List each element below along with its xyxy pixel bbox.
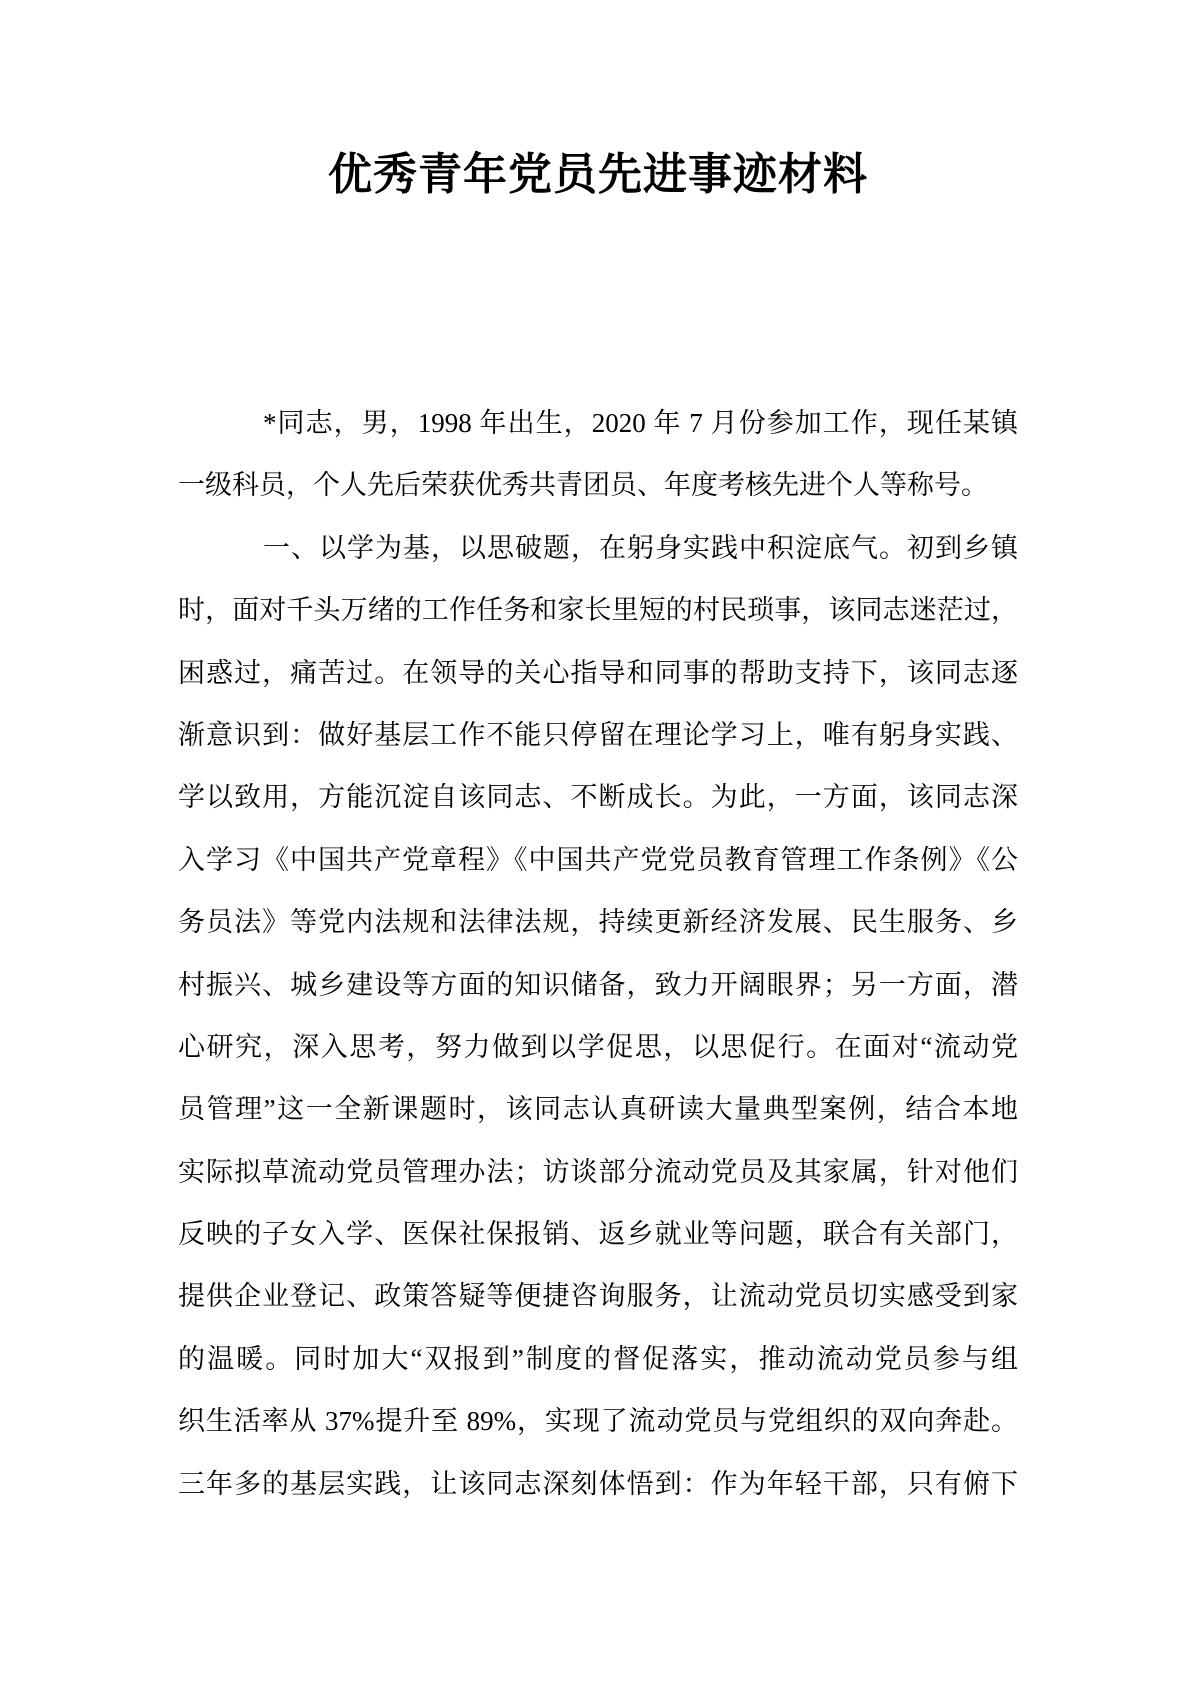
body-line: 实际拟草流动党员管理办法；访谈部分流动党员及其家属，针对他们 [178,1156,1018,1187]
body-line: 时，面对千头万绪的工作任务和家长里短的村民琐事，该同志迷茫过， [178,595,1018,626]
body-line: 反映的子女入学、医保社保报销、返乡就业等问题，联合有关部门， [178,1219,1018,1250]
body-line: 织生活率从 37%提升至 89%，实现了流动党员与党组织的双向奔赴。 [178,1406,1018,1437]
body-line: 一级科员，个人先后荣获优秀共青团员、年度考核先进个人等称号。 [178,470,988,501]
body-line: *同志，男，1998 年出生，2020 年 7 月份参加工作，现任某镇 [263,408,1018,438]
body-line: 心研究，深入思考，努力做到以学促思，以思促行。在面对“流动党 [178,1031,1018,1062]
body-line: 的温暖。同时加大“双报到”制度的督促落实，推动流动党员参与组 [178,1343,1018,1374]
body-line: 一、以学为基，以思破题，在躬身实践中积淀底气。初到乡镇 [263,532,1018,563]
body-line: 村振兴、城乡建设等方面的知识储备，致力开阔眼界；另一方面，潜 [178,969,1018,1000]
body-line: 渐意识到：做好基层工作不能只停留在理论学习上，唯有躬身实践、 [178,719,1018,750]
body-line: 三年多的基层实践，让该同志深刻体悟到：作为年轻干部，只有俯下 [178,1468,1018,1499]
document-title: 优秀青年党员先进事迹材料 [328,150,868,199]
body-line: 提供企业登记、政策答疑等便捷咨询服务，让流动党员切实感受到家 [178,1281,1018,1312]
body-line: 学以致用，方能沉淀自该同志、不断成长。为此，一方面，该同志深 [178,782,1018,813]
body-line: 务员法》等党内法规和法律法规，持续更新经济发展、民生服务、乡 [178,907,1018,938]
document-body [178,392,1018,1515]
body-line: 入学习《中国共产党章程》《中国共产党党员教育管理工作条例》《公 [178,844,1018,875]
body-line: 困惑过，痛苦过。在领导的关心指导和同事的帮助支持下，该同志逐 [178,657,1018,688]
body-line: 员管理”这一全新课题时，该同志认真研读大量典型案例，结合本地 [178,1094,1018,1125]
